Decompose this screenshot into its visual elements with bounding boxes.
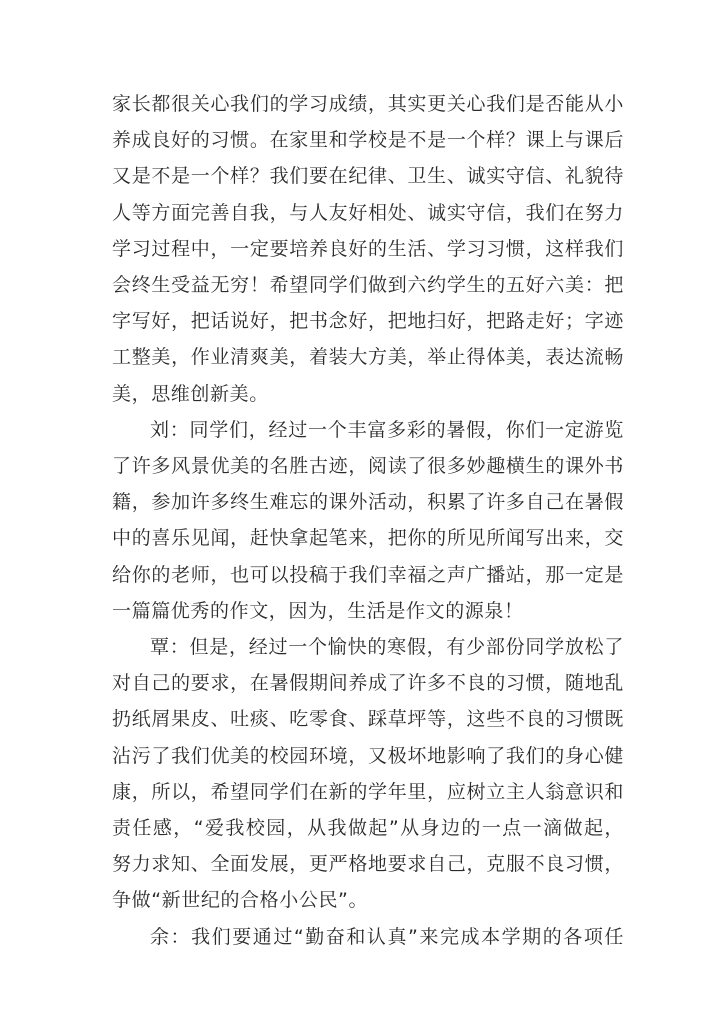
text-line: 扔纸屑果皮、吐痰、吃零食、踩草坪等，这些不良的习惯既: [112, 708, 624, 731]
text-line: 会终生受益无穷！希望同学们做到六约学生的五好六美：把: [112, 274, 624, 297]
text-line: 籍，参加许多终生难忘的课外活动，积累了许多自己在暑假: [112, 491, 624, 514]
paragraph-habits: [112, 86, 624, 412]
document-body: [112, 86, 624, 955]
text-line: 余：我们要通过“勤奋和认真”来完成本学期的各项任: [150, 925, 624, 948]
text-line: 工整美，作业清爽美，着装大方美，举止得体美，表达流畅: [112, 346, 624, 369]
text-line: 努力求知、全面发展，更严格地要求自己，克服不良习惯，: [112, 853, 624, 876]
text-line: 字写好，把话说好，把书念好，把地扫好，把路走好；字迹: [112, 310, 624, 333]
paragraph-qin: [112, 629, 624, 919]
text-line: 刘：同学们，经过一个丰富多彩的暑假，你们一定游览: [150, 418, 624, 441]
text-line: 中的喜乐见闻，赶快拿起笔来，把你的所见所闻写出来，交: [112, 527, 624, 550]
text-line: 了许多风景优美的名胜古迹，阅读了很多妙趣横生的课外书: [112, 455, 624, 478]
text-line: 沾污了我们优美的校园环境，又极坏地影响了我们的身心健: [112, 744, 624, 767]
text-line: 一篇篇优秀的作文，因为，生活是作文的源泉！: [112, 599, 524, 622]
text-line: 责任感，“爱我校园，从我做起”从身边的一点一滴做起，: [112, 817, 624, 840]
text-line: 康，所以，希望同学们在新的学年里，应树立主人翁意识和: [112, 780, 624, 803]
paragraph-yu: [112, 919, 624, 955]
text-line: 家长都很关心我们的学习成绩，其实更关心我们是否能从小: [112, 93, 624, 115]
text-line: 美，思维创新美。: [112, 382, 269, 405]
text-line: 又是不是一个样？我们要在纪律、卫生、诚实守信、礼貌待: [112, 165, 624, 188]
text-line: 人等方面完善自我，与人友好相处、诚实守信，我们在努力: [112, 201, 624, 224]
text-line: 给你的老师，也可以投稿于我们幸福之声广播站，那一定是: [112, 563, 624, 586]
text-line: 养成良好的习惯。在家里和学校是不是一个样？课上与课后: [112, 129, 624, 152]
text-line: 争做“新世纪的合格小公民”。: [112, 889, 369, 912]
text-line: 学习过程中，一定要培养良好的生活、学习习惯，这样我们: [112, 237, 624, 260]
paragraph-liu: [112, 412, 624, 629]
text-line: 对自己的要求，在暑假期间养成了许多不良的习惯，随地乱: [112, 672, 624, 695]
text-line: 覃：但是，经过一个愉快的寒假，有少部份同学放松了: [150, 636, 624, 659]
